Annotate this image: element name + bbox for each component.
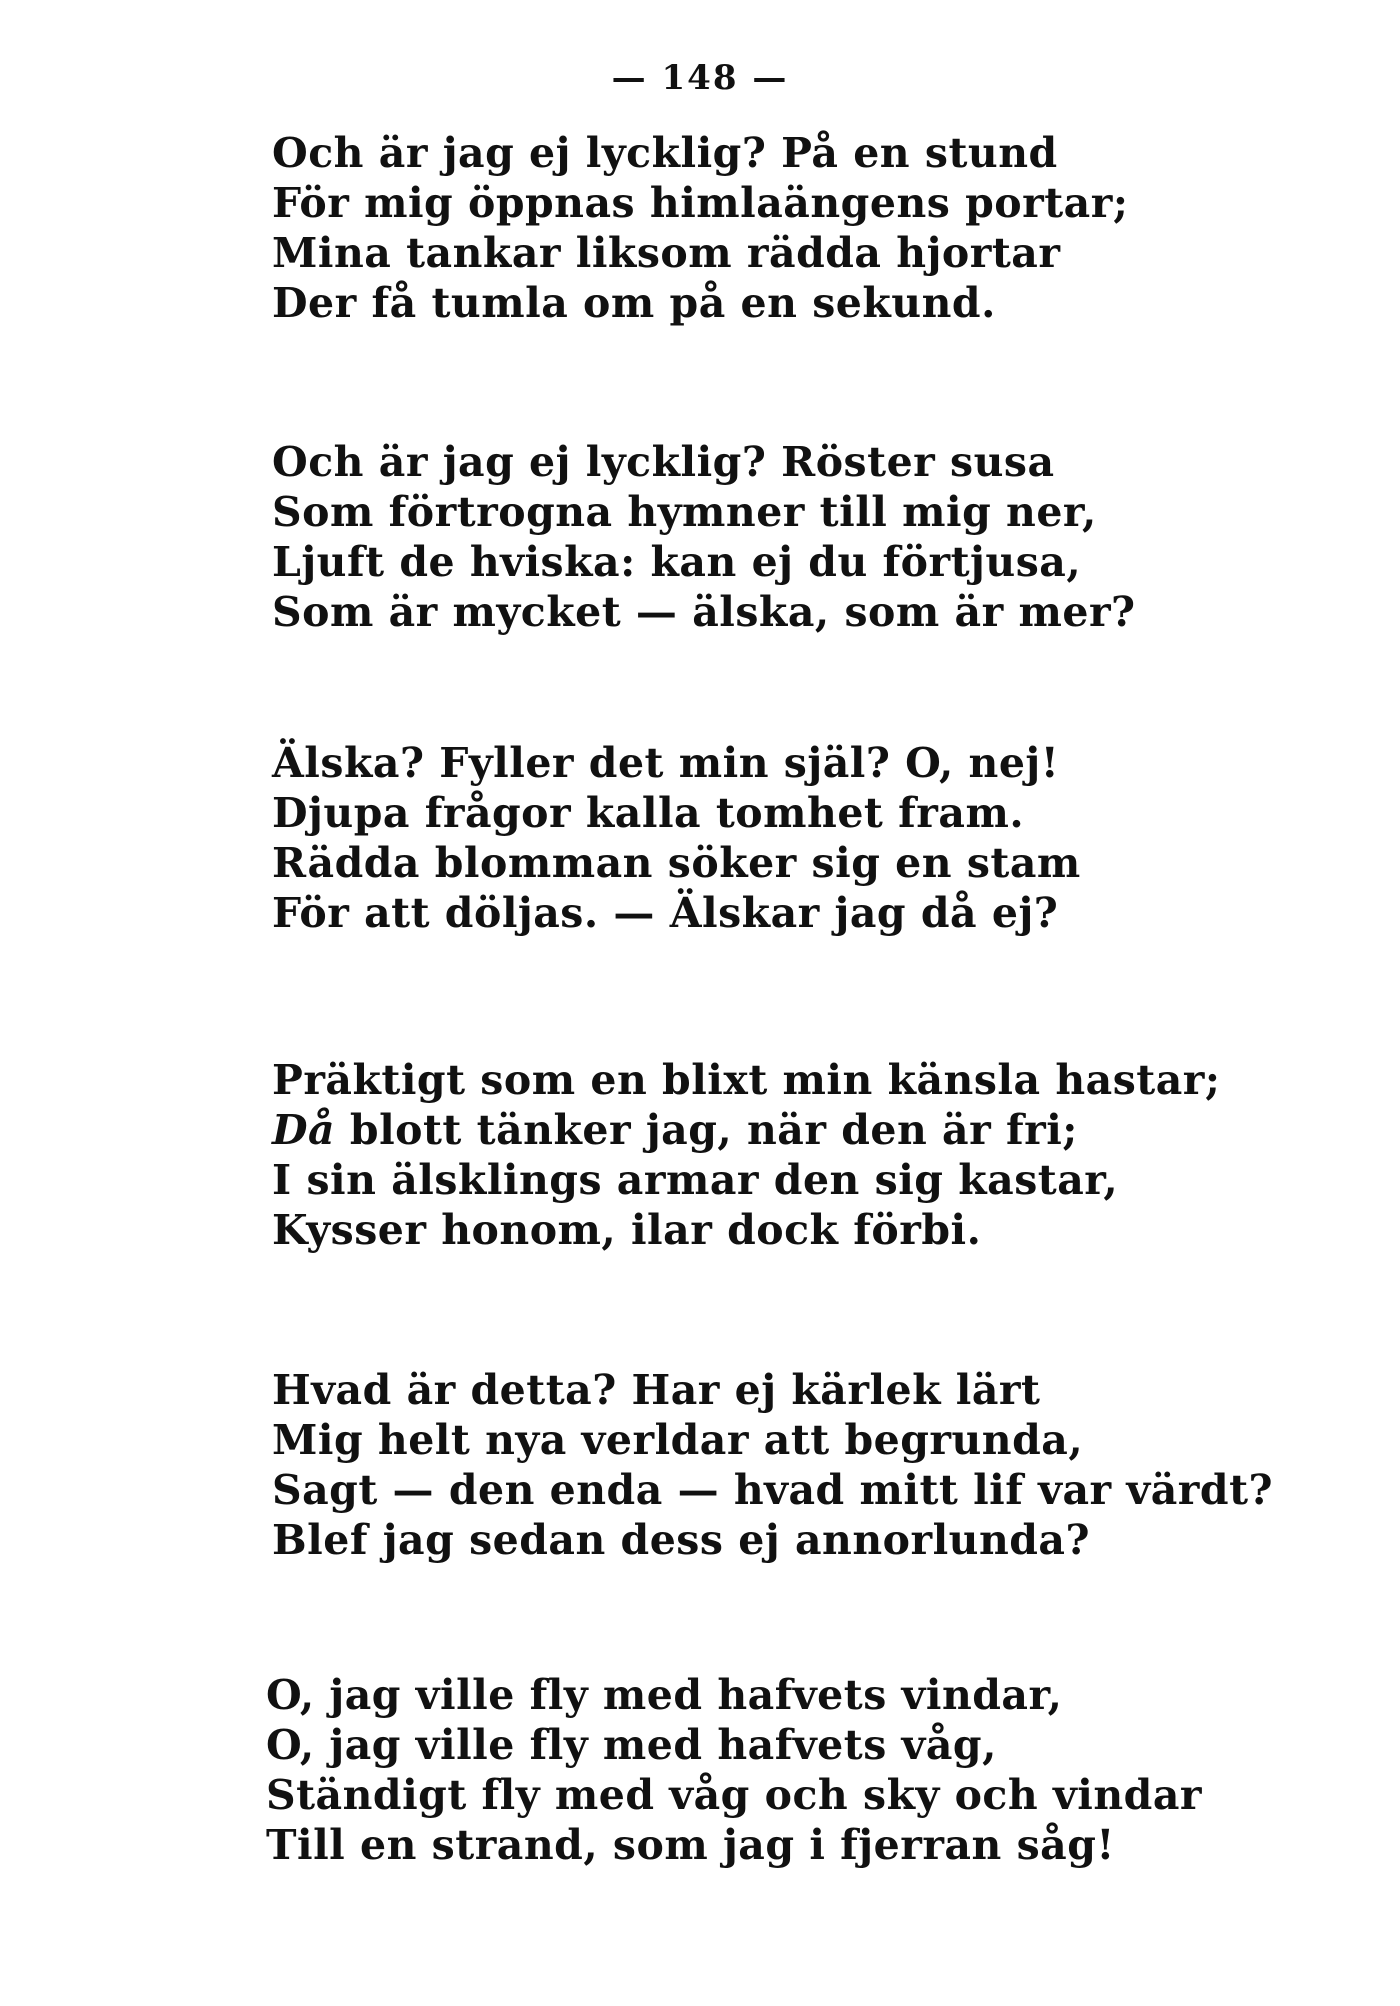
stanza-6-line-1: O, jag ville fly med hafvets vindar, <box>266 1671 1063 1719</box>
stanza-3-line-4: För att döljas. — Älskar jag då ej? <box>272 889 1059 937</box>
stanza-1 <box>272 128 1332 328</box>
stanza-1-line-1: Och är jag ej lycklig? På en stund <box>272 129 1058 177</box>
stanza-6-line-4: Till en strand, som jag i fjerran såg! <box>266 1821 1115 1869</box>
stanza-2-line-1: Och är jag ej lycklig? Röster susa <box>272 438 1055 486</box>
stanza-3 <box>272 738 1332 938</box>
stanza-5-line-4: Blef jag sedan dess ej annorlunda? <box>272 1516 1091 1564</box>
stanza-5-line-1: Hvad är detta? Har ej kärlek lärt <box>272 1366 1041 1414</box>
stanza-2-line-2: Som förtrogna hymner till mig ner, <box>272 488 1097 536</box>
stanza-3-line-1: Älska? Fyller det min själ? O, nej! <box>272 739 1060 787</box>
stanza-4-line-1: Präktigt som en blixt min känsla hastar; <box>272 1056 1221 1104</box>
stanza-4-line-3: I sin älsklings armar den sig kastar, <box>272 1156 1119 1204</box>
stanza-5-line-3: Sagt — den enda — hvad mitt lif var värdt? <box>272 1466 1274 1514</box>
stanza-2 <box>272 437 1332 637</box>
stanza-3-line-3: Rädda blomman söker sig en stam <box>272 839 1081 887</box>
stanza-5-line-2: Mig helt nya verldar att begrunda, <box>272 1416 1084 1464</box>
stanza-6 <box>266 1670 1326 1870</box>
stanza-3-line-2: Djupa frågor kalla tomhet fram. <box>272 789 1025 837</box>
stanza-4-line-2-rest: blott tänker jag, när den är fri; <box>349 1106 1078 1154</box>
stanza-1-line-4: Der få tumla om på en sekund. <box>272 279 996 327</box>
stanza-6-line-3: Ständigt fly med våg och sky och vindar <box>266 1771 1203 1819</box>
stanza-4-line-2 <box>272 1105 1332 1155</box>
stanza-5 <box>272 1365 1332 1565</box>
stanza-2-line-4: Som är mycket — älska, som är mer? <box>272 588 1136 636</box>
stanza-4-italic-lead: Då <box>272 1106 336 1154</box>
stanza-4 <box>272 1055 1332 1255</box>
stanza-1-line-3: Mina tankar liksom rädda hjortar <box>272 229 1061 277</box>
stanza-1-line-2: För mig öppnas himlaängens portar; <box>272 179 1129 227</box>
stanza-2-line-3: Ljuft de hviska: kan ej du förtjusa, <box>272 538 1082 586</box>
stanza-4-line-4: Kysser honom, ilar dock förbi. <box>272 1206 982 1254</box>
stanza-6-line-2: O, jag ville fly med hafvets våg, <box>266 1721 997 1769</box>
page-number: — 148 — <box>611 58 789 98</box>
